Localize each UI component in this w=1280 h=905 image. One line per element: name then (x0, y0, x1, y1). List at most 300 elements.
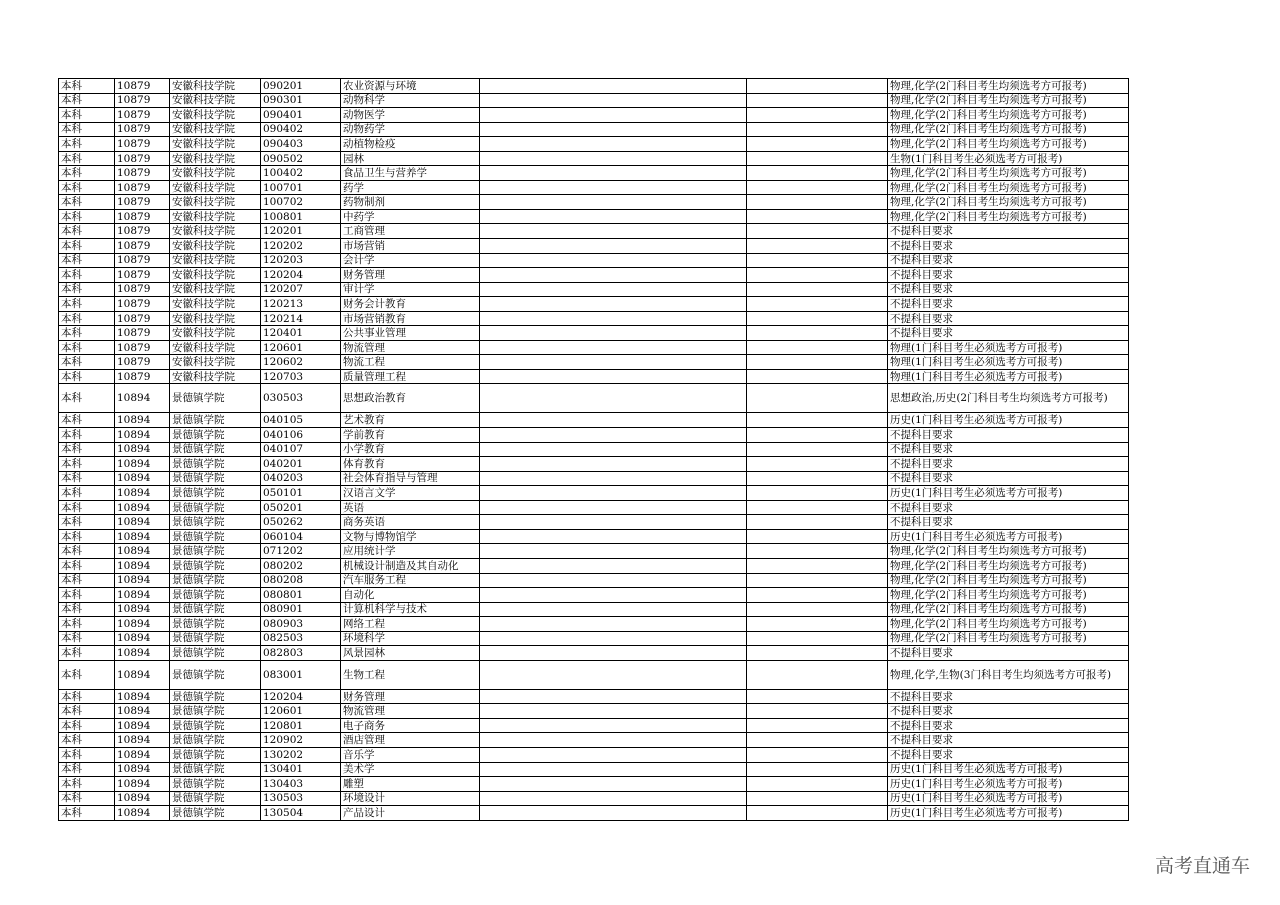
major-code-cell: 100801 (261, 209, 341, 224)
blank-cell (480, 791, 747, 806)
subject-requirement-cell: 不提科目要求 (888, 428, 1129, 443)
school-code-cell: 10879 (115, 79, 170, 94)
level-cell: 本科 (59, 151, 115, 166)
major-code-cell: 071202 (261, 544, 341, 559)
school-name-cell: 景德镇学院 (170, 558, 261, 573)
blank-cell (747, 558, 888, 573)
blank-cell (480, 777, 747, 792)
blank-cell (480, 558, 747, 573)
school-code-cell: 10879 (115, 253, 170, 268)
blank-cell (480, 529, 747, 544)
major-code-cell: 120204 (261, 689, 341, 704)
blank-cell (480, 733, 747, 748)
blank-cell (747, 239, 888, 254)
subject-requirement-cell: 不提科目要求 (888, 253, 1129, 268)
major-code-cell: 130503 (261, 791, 341, 806)
blank-cell (480, 515, 747, 530)
subject-requirement-cell: 物理,化学,生物(3门科目考生均须选考方可报考) (888, 660, 1129, 689)
blank-cell (480, 747, 747, 762)
major-name-cell: 体育教育 (341, 457, 480, 472)
major-name-cell: 商务英语 (341, 515, 480, 530)
major-name-cell: 公共事业管理 (341, 326, 480, 341)
school-name-cell: 安徽科技学院 (170, 282, 261, 297)
major-code-cell: 090402 (261, 122, 341, 137)
subject-requirement-cell: 物理,化学(2门科目考生均须选考方可报考) (888, 93, 1129, 108)
subject-requirement-cell: 物理,化学(2门科目考生均须选考方可报考) (888, 588, 1129, 603)
school-name-cell: 景德镇学院 (170, 384, 261, 413)
subject-requirement-cell: 不提科目要求 (888, 718, 1129, 733)
blank-cell (480, 704, 747, 719)
table-row (59, 93, 1129, 108)
table-row (59, 253, 1129, 268)
blank-cell (480, 442, 747, 457)
table-row (59, 704, 1129, 719)
major-name-cell: 物流管理 (341, 704, 480, 719)
major-code-cell: 040105 (261, 413, 341, 428)
level-cell: 本科 (59, 544, 115, 559)
school-code-cell: 10894 (115, 747, 170, 762)
major-code-cell: 030503 (261, 384, 341, 413)
table-row (59, 180, 1129, 195)
school-name-cell: 景德镇学院 (170, 588, 261, 603)
table-row (59, 457, 1129, 472)
level-cell: 本科 (59, 195, 115, 210)
level-cell: 本科 (59, 602, 115, 617)
blank-cell (747, 297, 888, 312)
school-code-cell: 10879 (115, 311, 170, 326)
major-code-cell: 130504 (261, 806, 341, 821)
school-name-cell: 景德镇学院 (170, 486, 261, 501)
major-name-cell: 市场营销教育 (341, 311, 480, 326)
level-cell: 本科 (59, 297, 115, 312)
major-name-cell: 动植物检疫 (341, 137, 480, 152)
major-code-cell: 120204 (261, 268, 341, 283)
level-cell: 本科 (59, 268, 115, 283)
school-code-cell: 10879 (115, 369, 170, 384)
major-name-cell: 汽车服务工程 (341, 573, 480, 588)
blank-cell (480, 195, 747, 210)
school-code-cell: 10894 (115, 689, 170, 704)
subject-requirement-cell: 物理,化学(2门科目考生均须选考方可报考) (888, 209, 1129, 224)
subject-requirement-cell: 物理,化学(2门科目考生均须选考方可报考) (888, 617, 1129, 632)
level-cell: 本科 (59, 762, 115, 777)
major-code-cell: 090201 (261, 79, 341, 94)
major-name-cell: 计算机科学与技术 (341, 602, 480, 617)
blank-cell (747, 777, 888, 792)
subject-requirement-cell: 不提科目要求 (888, 500, 1129, 515)
subject-requirement-cell: 历史(1门科目考生必须选考方可报考) (888, 791, 1129, 806)
table-row (59, 602, 1129, 617)
school-name-cell: 景德镇学院 (170, 500, 261, 515)
major-code-cell: 120207 (261, 282, 341, 297)
school-code-cell: 10879 (115, 151, 170, 166)
blank-cell (747, 588, 888, 603)
blank-cell (747, 369, 888, 384)
level-cell: 本科 (59, 747, 115, 762)
subject-requirement-cell: 物理,化学(2门科目考生均须选考方可报考) (888, 137, 1129, 152)
school-name-cell: 景德镇学院 (170, 733, 261, 748)
school-name-cell: 安徽科技学院 (170, 268, 261, 283)
school-name-cell: 景德镇学院 (170, 718, 261, 733)
major-code-cell: 130401 (261, 762, 341, 777)
major-code-cell: 082503 (261, 631, 341, 646)
subject-requirement-cell: 历史(1门科目考生必须选考方可报考) (888, 777, 1129, 792)
major-code-cell: 100702 (261, 195, 341, 210)
school-name-cell: 景德镇学院 (170, 646, 261, 661)
major-name-cell: 物流工程 (341, 355, 480, 370)
school-name-cell: 景德镇学院 (170, 602, 261, 617)
school-name-cell: 安徽科技学院 (170, 239, 261, 254)
school-code-cell: 10894 (115, 500, 170, 515)
blank-cell (480, 689, 747, 704)
school-name-cell: 景德镇学院 (170, 762, 261, 777)
blank-cell (480, 631, 747, 646)
school-code-cell: 10879 (115, 268, 170, 283)
blank-cell (480, 471, 747, 486)
level-cell: 本科 (59, 428, 115, 443)
school-name-cell: 安徽科技学院 (170, 180, 261, 195)
blank-cell (747, 500, 888, 515)
school-code-cell: 10894 (115, 515, 170, 530)
school-code-cell: 10879 (115, 297, 170, 312)
major-name-cell: 药学 (341, 180, 480, 195)
school-code-cell: 10894 (115, 529, 170, 544)
blank-cell (747, 747, 888, 762)
level-cell: 本科 (59, 311, 115, 326)
blank-cell (747, 413, 888, 428)
major-name-cell: 中药学 (341, 209, 480, 224)
major-code-cell: 080903 (261, 617, 341, 632)
level-cell: 本科 (59, 558, 115, 573)
major-name-cell: 农业资源与环境 (341, 79, 480, 94)
table-row (59, 79, 1129, 94)
school-name-cell: 安徽科技学院 (170, 224, 261, 239)
subject-requirement-cell: 物理(1门科目考生必须选考方可报考) (888, 369, 1129, 384)
subject-requirement-cell: 物理,化学(2门科目考生均须选考方可报考) (888, 122, 1129, 137)
table-row (59, 689, 1129, 704)
school-code-cell: 10879 (115, 93, 170, 108)
school-name-cell: 安徽科技学院 (170, 166, 261, 181)
level-cell: 本科 (59, 500, 115, 515)
level-cell: 本科 (59, 588, 115, 603)
major-name-cell: 产品设计 (341, 806, 480, 821)
blank-cell (747, 209, 888, 224)
subject-requirement-cell: 不提科目要求 (888, 297, 1129, 312)
school-name-cell: 安徽科技学院 (170, 297, 261, 312)
major-name-cell: 应用统计学 (341, 544, 480, 559)
blank-cell (747, 791, 888, 806)
blank-cell (480, 500, 747, 515)
table-row (59, 544, 1129, 559)
level-cell: 本科 (59, 631, 115, 646)
blank-cell (480, 646, 747, 661)
subject-requirement-cell: 物理,化学(2门科目考生均须选考方可报考) (888, 166, 1129, 181)
blank-cell (480, 384, 747, 413)
major-code-cell: 120213 (261, 297, 341, 312)
blank-cell (747, 762, 888, 777)
level-cell: 本科 (59, 471, 115, 486)
table-row (59, 282, 1129, 297)
blank-cell (480, 180, 747, 195)
school-name-cell: 景德镇学院 (170, 631, 261, 646)
school-name-cell: 景德镇学院 (170, 704, 261, 719)
blank-cell (480, 253, 747, 268)
table-row (59, 791, 1129, 806)
subject-requirement-cell: 物理,化学(2门科目考生均须选考方可报考) (888, 558, 1129, 573)
table-row (59, 486, 1129, 501)
school-code-cell: 10879 (115, 340, 170, 355)
school-name-cell: 景德镇学院 (170, 791, 261, 806)
blank-cell (480, 151, 747, 166)
table-row (59, 297, 1129, 312)
major-code-cell: 120801 (261, 718, 341, 733)
school-name-cell: 安徽科技学院 (170, 209, 261, 224)
school-name-cell: 安徽科技学院 (170, 137, 261, 152)
major-name-cell: 市场营销 (341, 239, 480, 254)
blank-cell (747, 428, 888, 443)
school-name-cell: 景德镇学院 (170, 573, 261, 588)
subject-requirement-cell: 不提科目要求 (888, 311, 1129, 326)
blank-cell (747, 93, 888, 108)
major-code-cell: 120401 (261, 326, 341, 341)
school-name-cell: 景德镇学院 (170, 428, 261, 443)
table-row (59, 471, 1129, 486)
blank-cell (747, 689, 888, 704)
table-row (59, 777, 1129, 792)
table-row (59, 268, 1129, 283)
level-cell: 本科 (59, 777, 115, 792)
major-name-cell: 财务会计教育 (341, 297, 480, 312)
school-name-cell: 安徽科技学院 (170, 79, 261, 94)
school-name-cell: 安徽科技学院 (170, 326, 261, 341)
major-code-cell: 120601 (261, 704, 341, 719)
table-row (59, 646, 1129, 661)
school-name-cell: 景德镇学院 (170, 529, 261, 544)
level-cell: 本科 (59, 733, 115, 748)
school-code-cell: 10879 (115, 224, 170, 239)
major-name-cell: 质量管理工程 (341, 369, 480, 384)
major-code-cell: 080208 (261, 573, 341, 588)
subject-requirement-cell: 生物(1门科目考生必须选考方可报考) (888, 151, 1129, 166)
major-name-cell: 环境科学 (341, 631, 480, 646)
blank-cell (480, 209, 747, 224)
school-name-cell: 景德镇学院 (170, 806, 261, 821)
subject-requirement-cell: 不提科目要求 (888, 689, 1129, 704)
blank-cell (480, 122, 747, 137)
major-name-cell: 财务管理 (341, 689, 480, 704)
blank-cell (747, 384, 888, 413)
table-row (59, 209, 1129, 224)
blank-cell (480, 340, 747, 355)
school-code-cell: 10894 (115, 486, 170, 501)
major-name-cell: 汉语言文学 (341, 486, 480, 501)
major-name-cell: 生物工程 (341, 660, 480, 689)
level-cell: 本科 (59, 573, 115, 588)
major-code-cell: 130403 (261, 777, 341, 792)
blank-cell (747, 166, 888, 181)
school-code-cell: 10894 (115, 573, 170, 588)
table-row (59, 747, 1129, 762)
school-name-cell: 安徽科技学院 (170, 311, 261, 326)
school-code-cell: 10894 (115, 544, 170, 559)
subject-requirement-cell: 不提科目要求 (888, 646, 1129, 661)
school-code-cell: 10894 (115, 806, 170, 821)
blank-cell (747, 195, 888, 210)
subject-requirement-cell: 历史(1门科目考生必须选考方可报考) (888, 486, 1129, 501)
major-name-cell: 财务管理 (341, 268, 480, 283)
level-cell: 本科 (59, 413, 115, 428)
major-code-cell: 120214 (261, 311, 341, 326)
school-code-cell: 10879 (115, 326, 170, 341)
level-cell: 本科 (59, 224, 115, 239)
subject-requirement-cell: 不提科目要求 (888, 457, 1129, 472)
blank-cell (480, 369, 747, 384)
subject-requirement-cell: 物理,化学(2门科目考生均须选考方可报考) (888, 544, 1129, 559)
blank-cell (480, 486, 747, 501)
level-cell: 本科 (59, 122, 115, 137)
subject-requirement-cell: 物理,化学(2门科目考生均须选考方可报考) (888, 180, 1129, 195)
blank-cell (480, 413, 747, 428)
table-row (59, 442, 1129, 457)
blank-cell (747, 122, 888, 137)
blank-cell (480, 166, 747, 181)
table-row (59, 660, 1129, 689)
subject-requirement-cell: 物理,化学(2门科目考生均须选考方可报考) (888, 108, 1129, 123)
major-code-cell: 090502 (261, 151, 341, 166)
blank-cell (747, 457, 888, 472)
subject-requirement-cell: 历史(1门科目考生必须选考方可报考) (888, 806, 1129, 821)
table-row (59, 224, 1129, 239)
table-row (59, 515, 1129, 530)
school-name-cell: 景德镇学院 (170, 747, 261, 762)
school-name-cell: 安徽科技学院 (170, 93, 261, 108)
subject-requirement-cell: 不提科目要求 (888, 282, 1129, 297)
major-code-cell: 083001 (261, 660, 341, 689)
level-cell: 本科 (59, 282, 115, 297)
level-cell: 本科 (59, 369, 115, 384)
school-name-cell: 安徽科技学院 (170, 253, 261, 268)
major-code-cell: 090301 (261, 93, 341, 108)
school-name-cell: 安徽科技学院 (170, 195, 261, 210)
blank-cell (480, 239, 747, 254)
blank-cell (747, 718, 888, 733)
level-cell: 本科 (59, 326, 115, 341)
blank-cell (480, 355, 747, 370)
blank-cell (747, 573, 888, 588)
school-code-cell: 10894 (115, 762, 170, 777)
school-name-cell: 景德镇学院 (170, 777, 261, 792)
school-code-cell: 10894 (115, 602, 170, 617)
subject-requirement-cell: 不提科目要求 (888, 704, 1129, 719)
school-code-cell: 10894 (115, 558, 170, 573)
table-row (59, 762, 1129, 777)
blank-cell (480, 457, 747, 472)
table-row (59, 529, 1129, 544)
table-row (59, 573, 1129, 588)
subject-requirement-cell: 物理,化学(2门科目考生均须选考方可报考) (888, 79, 1129, 94)
school-name-cell: 景德镇学院 (170, 457, 261, 472)
table-body (59, 79, 1129, 821)
level-cell: 本科 (59, 486, 115, 501)
school-code-cell: 10894 (115, 442, 170, 457)
major-code-cell: 120203 (261, 253, 341, 268)
level-cell: 本科 (59, 529, 115, 544)
level-cell: 本科 (59, 617, 115, 632)
blank-cell (747, 108, 888, 123)
level-cell: 本科 (59, 791, 115, 806)
blank-cell (480, 544, 747, 559)
level-cell: 本科 (59, 166, 115, 181)
school-name-cell: 景德镇学院 (170, 413, 261, 428)
table-row (59, 500, 1129, 515)
major-code-cell: 090401 (261, 108, 341, 123)
level-cell: 本科 (59, 239, 115, 254)
major-name-cell: 物流管理 (341, 340, 480, 355)
school-name-cell: 安徽科技学院 (170, 340, 261, 355)
school-code-cell: 10894 (115, 646, 170, 661)
table-row (59, 631, 1129, 646)
subject-requirement-cell: 物理,化学(2门科目考生均须选考方可报考) (888, 195, 1129, 210)
table-row (59, 558, 1129, 573)
major-code-cell: 050201 (261, 500, 341, 515)
table-row (59, 806, 1129, 821)
level-cell: 本科 (59, 384, 115, 413)
major-name-cell: 思想政治教育 (341, 384, 480, 413)
blank-cell (747, 617, 888, 632)
subject-requirement-cell: 思想政治,历史(2门科目考生均须选考方可报考) (888, 384, 1129, 413)
major-name-cell: 会计学 (341, 253, 480, 268)
school-name-cell: 景德镇学院 (170, 442, 261, 457)
school-code-cell: 10879 (115, 166, 170, 181)
table-row (59, 588, 1129, 603)
major-name-cell: 动物医学 (341, 108, 480, 123)
blank-cell (747, 515, 888, 530)
blank-cell (480, 108, 747, 123)
blank-cell (480, 79, 747, 94)
blank-cell (747, 355, 888, 370)
table-row (59, 413, 1129, 428)
major-code-cell: 040201 (261, 457, 341, 472)
level-cell: 本科 (59, 79, 115, 94)
major-name-cell: 动物药学 (341, 122, 480, 137)
blank-cell (747, 326, 888, 341)
major-code-cell: 082803 (261, 646, 341, 661)
subject-requirements-table (58, 78, 1129, 821)
blank-cell (480, 224, 747, 239)
major-code-cell: 090403 (261, 137, 341, 152)
school-name-cell: 安徽科技学院 (170, 108, 261, 123)
subject-requirement-cell: 不提科目要求 (888, 224, 1129, 239)
blank-cell (747, 137, 888, 152)
school-name-cell: 安徽科技学院 (170, 122, 261, 137)
blank-cell (747, 544, 888, 559)
subject-requirement-cell: 物理(1门科目考生必须选考方可报考) (888, 355, 1129, 370)
major-code-cell: 080901 (261, 602, 341, 617)
major-code-cell: 100701 (261, 180, 341, 195)
major-code-cell: 050101 (261, 486, 341, 501)
blank-cell (747, 180, 888, 195)
major-code-cell: 120202 (261, 239, 341, 254)
school-code-cell: 10894 (115, 457, 170, 472)
blank-cell (747, 733, 888, 748)
major-code-cell: 120902 (261, 733, 341, 748)
major-code-cell: 080801 (261, 588, 341, 603)
subject-requirement-cell: 不提科目要求 (888, 268, 1129, 283)
school-code-cell: 10894 (115, 660, 170, 689)
blank-cell (747, 442, 888, 457)
table-row (59, 718, 1129, 733)
subject-requirement-cell: 物理,化学(2门科目考生均须选考方可报考) (888, 631, 1129, 646)
